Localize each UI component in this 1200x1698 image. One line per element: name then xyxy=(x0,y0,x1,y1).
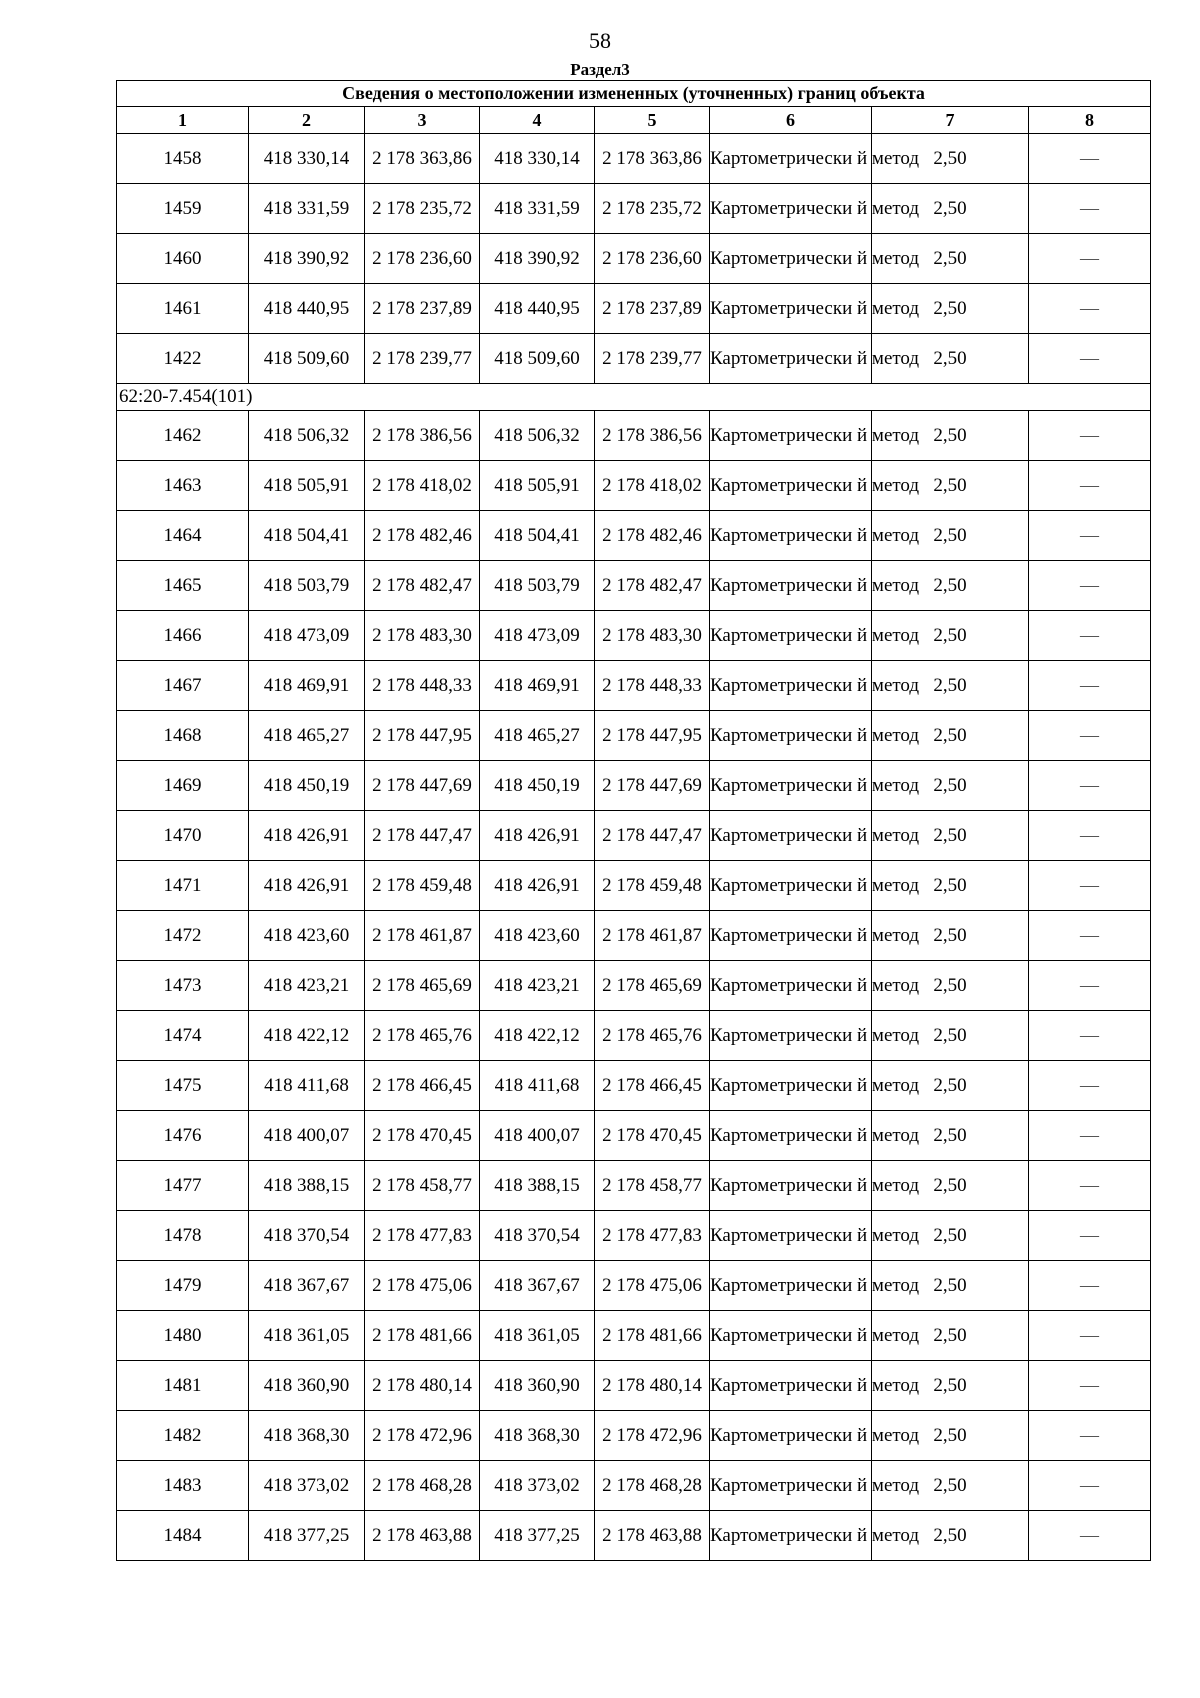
table-row xyxy=(117,811,1151,861)
y-existing-cell: 2 178 239,77 xyxy=(365,334,480,384)
point-number-cell: 1481 xyxy=(117,1361,249,1411)
x-existing-cell: 418 505,91 xyxy=(249,461,365,511)
method-cell: Картометрически й метод xyxy=(710,1161,872,1211)
table-title: Сведения о местоположении измененных (уточненных) границ объекта xyxy=(117,81,1151,107)
precision-cell: 2,50 xyxy=(872,1011,1029,1061)
y-new-cell: 2 178 477,83 xyxy=(595,1211,710,1261)
precision-cell: 2,50 xyxy=(872,411,1029,461)
table-row xyxy=(117,284,1151,334)
precision-cell: 2,50 xyxy=(872,761,1029,811)
x-new-cell: 418 423,21 xyxy=(480,961,595,1011)
precision-cell: 2,50 xyxy=(872,461,1029,511)
method-cell: Картометрически й метод xyxy=(710,811,872,861)
y-existing-cell: 2 178 447,69 xyxy=(365,761,480,811)
x-new-cell: 418 390,92 xyxy=(480,234,595,284)
table-row xyxy=(117,411,1151,461)
x-existing-cell: 418 450,19 xyxy=(249,761,365,811)
point-number-cell: 1422 xyxy=(117,334,249,384)
x-new-cell: 418 426,91 xyxy=(480,861,595,911)
method-cell: Картометрически й метод xyxy=(710,761,872,811)
y-new-cell: 2 178 463,88 xyxy=(595,1511,710,1561)
x-existing-cell: 418 473,09 xyxy=(249,611,365,661)
method-cell: Картометрически й метод xyxy=(710,134,872,184)
x-existing-cell: 418 373,02 xyxy=(249,1461,365,1511)
y-new-cell: 2 178 448,33 xyxy=(595,661,710,711)
y-existing-cell: 2 178 363,86 xyxy=(365,134,480,184)
column-number-row xyxy=(117,107,1151,134)
method-cell: Картометрически й метод xyxy=(710,1261,872,1311)
y-existing-cell: 2 178 447,95 xyxy=(365,711,480,761)
precision-cell: 2,50 xyxy=(872,1211,1029,1261)
point-number-cell: 1482 xyxy=(117,1411,249,1461)
method-cell: Картометрически й метод xyxy=(710,334,872,384)
x-existing-cell: 418 370,54 xyxy=(249,1211,365,1261)
y-new-cell: 2 178 363,86 xyxy=(595,134,710,184)
y-new-cell: 2 178 482,46 xyxy=(595,511,710,561)
description-cell: — xyxy=(1029,134,1151,184)
x-existing-cell: 418 411,68 xyxy=(249,1061,365,1111)
y-new-cell: 2 178 481,66 xyxy=(595,1311,710,1361)
x-new-cell: 418 469,91 xyxy=(480,661,595,711)
y-existing-cell: 2 178 461,87 xyxy=(365,911,480,961)
method-cell: Картометрически й метод xyxy=(710,1511,872,1561)
x-new-cell: 418 373,02 xyxy=(480,1461,595,1511)
y-new-cell: 2 178 483,30 xyxy=(595,611,710,661)
x-existing-cell: 418 423,21 xyxy=(249,961,365,1011)
description-cell: — xyxy=(1029,1311,1151,1361)
description-cell: — xyxy=(1029,334,1151,384)
y-new-cell: 2 178 418,02 xyxy=(595,461,710,511)
x-existing-cell: 418 423,60 xyxy=(249,911,365,961)
y-new-cell: 2 178 447,69 xyxy=(595,761,710,811)
method-cell: Картометрически й метод xyxy=(710,461,872,511)
description-cell: — xyxy=(1029,1161,1151,1211)
precision-cell: 2,50 xyxy=(872,1061,1029,1111)
table-row xyxy=(117,861,1151,911)
y-new-cell: 2 178 482,47 xyxy=(595,561,710,611)
table-row xyxy=(117,184,1151,234)
boundary-table xyxy=(116,80,1151,1561)
x-new-cell: 418 367,67 xyxy=(480,1261,595,1311)
point-number-cell: 1470 xyxy=(117,811,249,861)
method-cell: Картометрически й метод xyxy=(710,1311,872,1361)
x-existing-cell: 418 503,79 xyxy=(249,561,365,611)
x-existing-cell: 418 390,92 xyxy=(249,234,365,284)
method-cell: Картометрически й метод xyxy=(710,1061,872,1111)
table-row xyxy=(117,661,1151,711)
column-number: 3 xyxy=(365,107,480,134)
x-new-cell: 418 423,60 xyxy=(480,911,595,961)
description-cell: — xyxy=(1029,1461,1151,1511)
precision-cell: 2,50 xyxy=(872,811,1029,861)
description-cell: — xyxy=(1029,711,1151,761)
method-cell: Картометрически й метод xyxy=(710,1461,872,1511)
method-cell: Картометрически й метод xyxy=(710,184,872,234)
table-row xyxy=(117,711,1151,761)
point-number-cell: 1469 xyxy=(117,761,249,811)
y-existing-cell: 2 178 475,06 xyxy=(365,1261,480,1311)
method-cell: Картометрически й метод xyxy=(710,861,872,911)
table-title-row xyxy=(117,81,1151,107)
precision-cell: 2,50 xyxy=(872,234,1029,284)
x-new-cell: 418 377,25 xyxy=(480,1511,595,1561)
precision-cell: 2,50 xyxy=(872,511,1029,561)
description-cell: — xyxy=(1029,1111,1151,1161)
x-existing-cell: 418 504,41 xyxy=(249,511,365,561)
precision-cell: 2,50 xyxy=(872,861,1029,911)
description-cell: — xyxy=(1029,661,1151,711)
x-existing-cell: 418 377,25 xyxy=(249,1511,365,1561)
y-existing-cell: 2 178 447,47 xyxy=(365,811,480,861)
precision-cell: 2,50 xyxy=(872,1311,1029,1361)
x-new-cell: 418 361,05 xyxy=(480,1311,595,1361)
point-number-cell: 1465 xyxy=(117,561,249,611)
method-cell: Картометрически й метод xyxy=(710,1361,872,1411)
y-new-cell: 2 178 447,95 xyxy=(595,711,710,761)
method-cell: Картометрически й метод xyxy=(710,511,872,561)
x-new-cell: 418 450,19 xyxy=(480,761,595,811)
description-cell: — xyxy=(1029,961,1151,1011)
method-cell: Картометрически й метод xyxy=(710,661,872,711)
point-number-cell: 1480 xyxy=(117,1311,249,1361)
y-existing-cell: 2 178 386,56 xyxy=(365,411,480,461)
point-number-cell: 1473 xyxy=(117,961,249,1011)
description-cell: — xyxy=(1029,461,1151,511)
table-row xyxy=(117,1061,1151,1111)
method-cell: Картометрически й метод xyxy=(710,411,872,461)
x-new-cell: 418 368,30 xyxy=(480,1411,595,1461)
y-existing-cell: 2 178 480,14 xyxy=(365,1361,480,1411)
x-existing-cell: 418 465,27 xyxy=(249,711,365,761)
point-number-cell: 1463 xyxy=(117,461,249,511)
x-new-cell: 418 426,91 xyxy=(480,811,595,861)
precision-cell: 2,50 xyxy=(872,1261,1029,1311)
x-new-cell: 418 330,14 xyxy=(480,134,595,184)
x-new-cell: 418 360,90 xyxy=(480,1361,595,1411)
precision-cell: 2,50 xyxy=(872,711,1029,761)
point-number-cell: 1467 xyxy=(117,661,249,711)
x-existing-cell: 418 422,12 xyxy=(249,1011,365,1061)
table-row xyxy=(117,961,1151,1011)
description-cell: — xyxy=(1029,184,1151,234)
x-new-cell: 418 465,27 xyxy=(480,711,595,761)
description-cell: — xyxy=(1029,1411,1151,1461)
table-row xyxy=(117,561,1151,611)
precision-cell: 2,50 xyxy=(872,334,1029,384)
y-new-cell: 2 178 465,76 xyxy=(595,1011,710,1061)
point-number-cell: 1483 xyxy=(117,1461,249,1511)
table-row xyxy=(117,1461,1151,1511)
y-new-cell: 2 178 447,47 xyxy=(595,811,710,861)
x-new-cell: 418 509,60 xyxy=(480,334,595,384)
description-cell: — xyxy=(1029,511,1151,561)
y-existing-cell: 2 178 463,88 xyxy=(365,1511,480,1561)
column-number: 2 xyxy=(249,107,365,134)
method-cell: Картометрически й метод xyxy=(710,1211,872,1261)
method-cell: Картометрически й метод xyxy=(710,234,872,284)
description-cell: — xyxy=(1029,234,1151,284)
point-number-cell: 1464 xyxy=(117,511,249,561)
table-row xyxy=(117,334,1151,384)
point-number-cell: 1466 xyxy=(117,611,249,661)
description-cell: — xyxy=(1029,284,1151,334)
y-existing-cell: 2 178 237,89 xyxy=(365,284,480,334)
table-row xyxy=(117,911,1151,961)
precision-cell: 2,50 xyxy=(872,1411,1029,1461)
precision-cell: 2,50 xyxy=(872,661,1029,711)
precision-cell: 2,50 xyxy=(872,1361,1029,1411)
x-existing-cell: 418 361,05 xyxy=(249,1311,365,1361)
table-row xyxy=(117,461,1151,511)
x-new-cell: 418 400,07 xyxy=(480,1111,595,1161)
precision-cell: 2,50 xyxy=(872,1111,1029,1161)
point-number-cell: 1458 xyxy=(117,134,249,184)
y-existing-cell: 2 178 235,72 xyxy=(365,184,480,234)
y-existing-cell: 2 178 472,96 xyxy=(365,1411,480,1461)
y-existing-cell: 2 178 482,47 xyxy=(365,561,480,611)
column-number: 4 xyxy=(480,107,595,134)
description-cell: — xyxy=(1029,911,1151,961)
method-cell: Картометрически й метод xyxy=(710,1111,872,1161)
precision-cell: 2,50 xyxy=(872,1461,1029,1511)
description-cell: — xyxy=(1029,1361,1151,1411)
description-cell: — xyxy=(1029,1511,1151,1561)
method-cell: Картометрически й метод xyxy=(710,611,872,661)
table-row xyxy=(117,1111,1151,1161)
method-cell: Картометрически й метод xyxy=(710,711,872,761)
method-cell: Картометрически й метод xyxy=(710,1011,872,1061)
table-row xyxy=(117,1311,1151,1361)
precision-cell: 2,50 xyxy=(872,961,1029,1011)
table-row xyxy=(117,1511,1151,1561)
point-number-cell: 1462 xyxy=(117,411,249,461)
y-new-cell: 2 178 237,89 xyxy=(595,284,710,334)
precision-cell: 2,50 xyxy=(872,561,1029,611)
method-cell: Картометрически й метод xyxy=(710,284,872,334)
group-label: 62:20-7.454(101) xyxy=(117,384,1151,411)
x-new-cell: 418 473,09 xyxy=(480,611,595,661)
x-existing-cell: 418 469,91 xyxy=(249,661,365,711)
y-new-cell: 2 178 235,72 xyxy=(595,184,710,234)
y-existing-cell: 2 178 448,33 xyxy=(365,661,480,711)
y-existing-cell: 2 178 468,28 xyxy=(365,1461,480,1511)
x-new-cell: 418 440,95 xyxy=(480,284,595,334)
y-existing-cell: 2 178 465,76 xyxy=(365,1011,480,1061)
table-row xyxy=(117,611,1151,661)
x-existing-cell: 418 388,15 xyxy=(249,1161,365,1211)
y-existing-cell: 2 178 482,46 xyxy=(365,511,480,561)
x-existing-cell: 418 426,91 xyxy=(249,811,365,861)
point-number-cell: 1460 xyxy=(117,234,249,284)
y-new-cell: 2 178 465,69 xyxy=(595,961,710,1011)
precision-cell: 2,50 xyxy=(872,911,1029,961)
precision-cell: 2,50 xyxy=(872,1161,1029,1211)
y-new-cell: 2 178 470,45 xyxy=(595,1111,710,1161)
table-row xyxy=(117,1011,1151,1061)
column-number: 5 xyxy=(595,107,710,134)
y-new-cell: 2 178 480,14 xyxy=(595,1361,710,1411)
x-existing-cell: 418 426,91 xyxy=(249,861,365,911)
column-number: 1 xyxy=(117,107,249,134)
point-number-cell: 1484 xyxy=(117,1511,249,1561)
y-new-cell: 2 178 458,77 xyxy=(595,1161,710,1211)
x-existing-cell: 418 330,14 xyxy=(249,134,365,184)
y-new-cell: 2 178 472,96 xyxy=(595,1411,710,1461)
x-existing-cell: 418 506,32 xyxy=(249,411,365,461)
table-row xyxy=(117,761,1151,811)
method-cell: Картометрически й метод xyxy=(710,561,872,611)
y-existing-cell: 2 178 481,66 xyxy=(365,1311,480,1361)
x-new-cell: 418 503,79 xyxy=(480,561,595,611)
section-title: Раздел3 xyxy=(570,60,630,79)
description-cell: — xyxy=(1029,761,1151,811)
y-existing-cell: 2 178 466,45 xyxy=(365,1061,480,1111)
description-cell: — xyxy=(1029,811,1151,861)
description-cell: — xyxy=(1029,561,1151,611)
y-new-cell: 2 178 459,48 xyxy=(595,861,710,911)
y-existing-cell: 2 178 477,83 xyxy=(365,1211,480,1261)
table-row xyxy=(117,1261,1151,1311)
y-new-cell: 2 178 239,77 xyxy=(595,334,710,384)
precision-cell: 2,50 xyxy=(872,284,1029,334)
point-number-cell: 1459 xyxy=(117,184,249,234)
description-cell: — xyxy=(1029,861,1151,911)
y-new-cell: 2 178 475,06 xyxy=(595,1261,710,1311)
table-body xyxy=(117,134,1151,1561)
description-cell: — xyxy=(1029,611,1151,661)
x-new-cell: 418 422,12 xyxy=(480,1011,595,1061)
x-new-cell: 418 505,91 xyxy=(480,461,595,511)
table-row xyxy=(117,134,1151,184)
y-existing-cell: 2 178 236,60 xyxy=(365,234,480,284)
x-new-cell: 418 504,41 xyxy=(480,511,595,561)
x-existing-cell: 418 509,60 xyxy=(249,334,365,384)
description-cell: — xyxy=(1029,1061,1151,1111)
x-new-cell: 418 331,59 xyxy=(480,184,595,234)
page-number: 58 xyxy=(589,28,611,53)
point-number-cell: 1475 xyxy=(117,1061,249,1111)
x-existing-cell: 418 368,30 xyxy=(249,1411,365,1461)
method-cell: Картометрически й метод xyxy=(710,1411,872,1461)
y-existing-cell: 2 178 470,45 xyxy=(365,1111,480,1161)
point-number-cell: 1477 xyxy=(117,1161,249,1211)
y-existing-cell: 2 178 459,48 xyxy=(365,861,480,911)
description-cell: — xyxy=(1029,1261,1151,1311)
x-existing-cell: 418 367,67 xyxy=(249,1261,365,1311)
point-number-cell: 1472 xyxy=(117,911,249,961)
y-existing-cell: 2 178 418,02 xyxy=(365,461,480,511)
table-row xyxy=(117,234,1151,284)
description-cell: — xyxy=(1029,1211,1151,1261)
precision-cell: 2,50 xyxy=(872,184,1029,234)
x-new-cell: 418 388,15 xyxy=(480,1161,595,1211)
point-number-cell: 1468 xyxy=(117,711,249,761)
point-number-cell: 1479 xyxy=(117,1261,249,1311)
y-existing-cell: 2 178 458,77 xyxy=(365,1161,480,1211)
point-number-cell: 1471 xyxy=(117,861,249,911)
point-number-cell: 1478 xyxy=(117,1211,249,1261)
x-new-cell: 418 370,54 xyxy=(480,1211,595,1261)
table-row xyxy=(117,1361,1151,1411)
point-number-cell: 1461 xyxy=(117,284,249,334)
x-new-cell: 418 506,32 xyxy=(480,411,595,461)
column-number: 6 xyxy=(710,107,872,134)
x-existing-cell: 418 400,07 xyxy=(249,1111,365,1161)
y-existing-cell: 2 178 483,30 xyxy=(365,611,480,661)
table-row xyxy=(117,1211,1151,1261)
point-number-cell: 1476 xyxy=(117,1111,249,1161)
description-cell: — xyxy=(1029,1011,1151,1061)
y-new-cell: 2 178 236,60 xyxy=(595,234,710,284)
method-cell: Картометрически й метод xyxy=(710,961,872,1011)
group-header-row xyxy=(117,384,1151,411)
precision-cell: 2,50 xyxy=(872,1511,1029,1561)
column-number: 7 xyxy=(872,107,1029,134)
table-row xyxy=(117,1161,1151,1211)
table-row xyxy=(117,1411,1151,1461)
y-new-cell: 2 178 461,87 xyxy=(595,911,710,961)
description-cell: — xyxy=(1029,411,1151,461)
x-existing-cell: 418 440,95 xyxy=(249,284,365,334)
y-new-cell: 2 178 466,45 xyxy=(595,1061,710,1111)
precision-cell: 2,50 xyxy=(872,611,1029,661)
column-number: 8 xyxy=(1029,107,1151,134)
table-row xyxy=(117,511,1151,561)
x-new-cell: 418 411,68 xyxy=(480,1061,595,1111)
y-new-cell: 2 178 386,56 xyxy=(595,411,710,461)
precision-cell: 2,50 xyxy=(872,134,1029,184)
x-existing-cell: 418 360,90 xyxy=(249,1361,365,1411)
x-existing-cell: 418 331,59 xyxy=(249,184,365,234)
point-number-cell: 1474 xyxy=(117,1011,249,1061)
method-cell: Картометрически й метод xyxy=(710,911,872,961)
y-new-cell: 2 178 468,28 xyxy=(595,1461,710,1511)
y-existing-cell: 2 178 465,69 xyxy=(365,961,480,1011)
